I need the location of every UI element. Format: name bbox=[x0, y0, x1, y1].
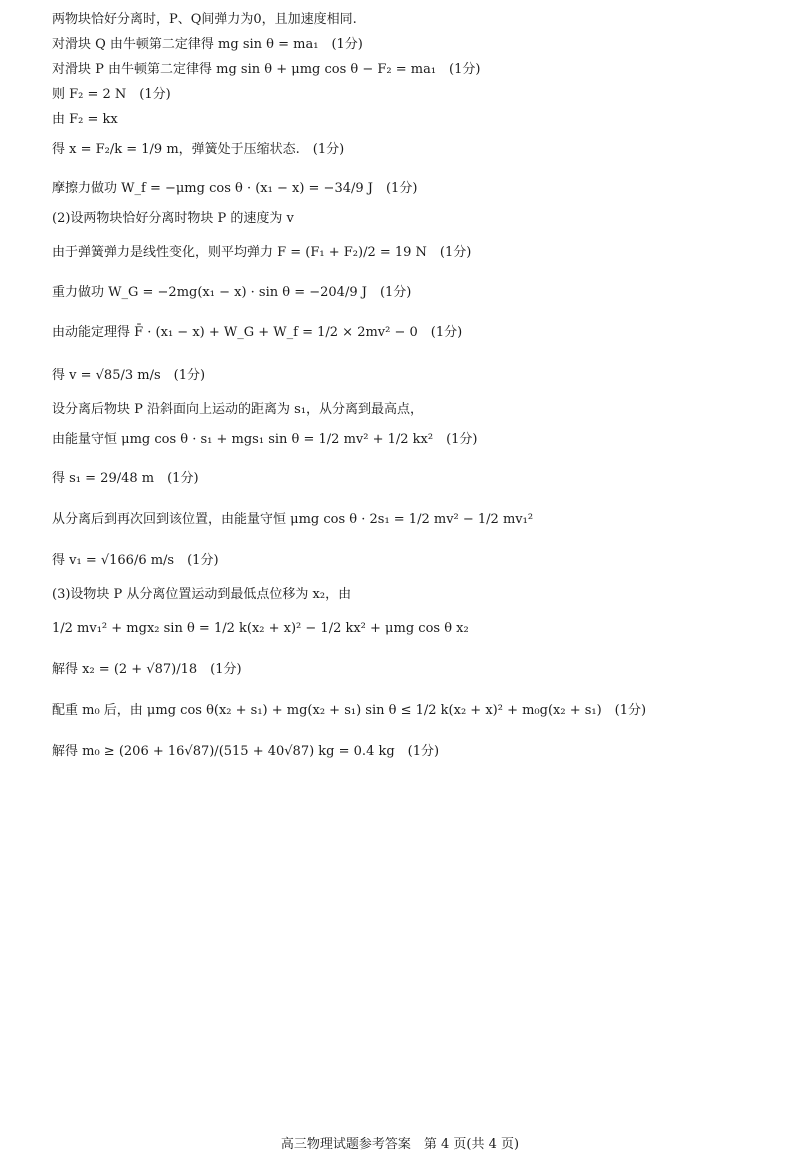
text-line: 1/2 mv₁² + mgx₂ sin θ = 1/2 k(x₂ + x)² − 1/2 kx² + μmg cos θ x₂ bbox=[52, 621, 469, 636]
text-line: 由能量守恒 μmg cos θ · s₁ + mgs₁ sin θ = 1/2 mv² + 1/2 kx² (1分) bbox=[52, 432, 478, 447]
text-line: 得 v = √85/3 m/s (1分) bbox=[52, 368, 206, 383]
text-line: 得 s₁ = 29/48 m (1分) bbox=[52, 471, 199, 486]
text-line: (2)设两物块恰好分离时物块 P 的速度为 v bbox=[52, 211, 294, 226]
text-line: 对滑块 P 由牛顿第二定律得 mg sin θ + μmg cos θ − F₂ = ma₁ (1分) bbox=[52, 62, 481, 77]
text-line: 解得 m₀ ≥ (206 + 16√87)/(515 + 40√87) kg = 0.4 kg (1分) bbox=[52, 744, 440, 759]
text-line: 解得 x₂ = (2 + √87)/18 (1分) bbox=[52, 662, 242, 677]
text-line: 摩擦力做功 W_f = −μmg cos θ · (x₁ − x) = −34/9 J (1分) bbox=[52, 181, 418, 196]
text-line: (3)设物块 P 从分离位置运动到最低点位移为 x₂，由 bbox=[52, 587, 352, 602]
text-line: 重力做功 W_G = −2mg(x₁ − x) · sin θ = −204/9 J (1分) bbox=[52, 285, 412, 300]
text-line: 得 v₁ = √166/6 m/s (1分) bbox=[52, 553, 219, 568]
page-footer: 高三物理试题参考答案 第 4 页(共 4 页) bbox=[280, 1137, 520, 1152]
text-line: 两物块恰好分离时，P、Q间弹力为0，且加速度相同. bbox=[52, 12, 357, 27]
text-line: 由动能定理得 F̄ · (x₁ − x) + W_G + W_f = 1/2 × 2mv² − 0 (1分) bbox=[52, 325, 463, 340]
text-line: 配重 m₀ 后，由 μmg cos θ(x₂ + s₁) + mg(x₂ + s₁) sin θ ≤ 1/2 k(x₂ + x)² + m₀g(x₂ + s₁) (1分) bbox=[52, 703, 647, 718]
text-line: 则 F₂ = 2 N (1分) bbox=[52, 87, 171, 102]
text-line: 对滑块 Q 由牛顿第二定律得 mg sin θ = ma₁ (1分) bbox=[52, 37, 363, 52]
text-line: 设分离后物块 P 沿斜面向上运动的距离为 s₁，从分离到最高点， bbox=[52, 402, 424, 417]
text-line: 由 F₂ = kx bbox=[52, 112, 118, 127]
text-line: 得 x = F₂/k = 1/9 m，弹簧处于压缩状态. (1分) bbox=[52, 142, 345, 157]
text-line: 从分离后到再次回到该位置，由能量守恒 μmg cos θ · 2s₁ = 1/2 mv² − 1/2 mv₁² bbox=[52, 512, 534, 527]
text-line: 由于弹簧弹力是线性变化，则平均弹力 F = (F₁ + F₂)/2 = 19 N (1分) bbox=[52, 245, 472, 260]
